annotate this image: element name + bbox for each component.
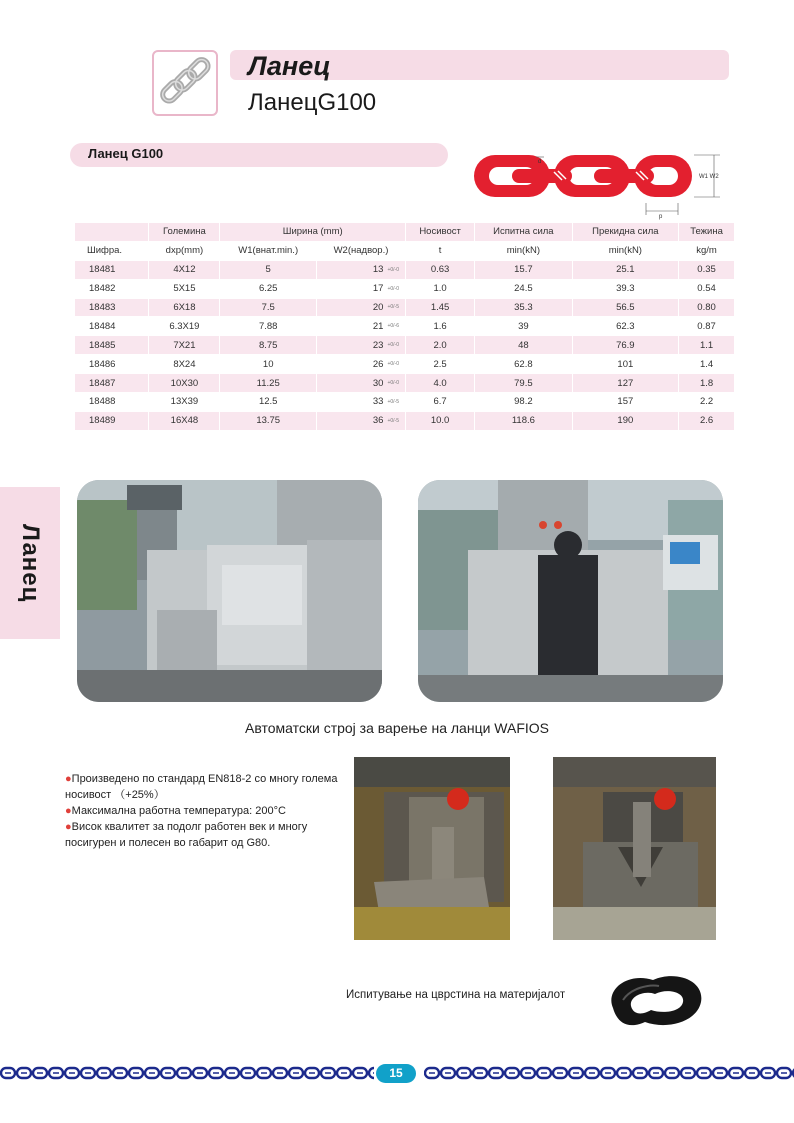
table-header-cell: Ширина (mm) [220,223,405,241]
cell-test: 98.2 [475,393,571,411]
cell-weight: 0.35 [679,261,734,279]
side-tab-label: Ланец [17,523,44,603]
table-group-header-row [75,223,734,241]
cell-test: 24.5 [475,280,571,298]
feature-item [65,803,345,819]
cell-w2 [317,374,405,392]
cell-w2-note: +0/-0 [387,380,399,387]
cell-w2-note: +0/-5 [387,304,399,311]
cell-size: 16X48 [149,412,219,430]
cell-weight: 1.8 [679,374,734,392]
diagram-label-p: p [659,214,663,220]
cell-w2-value: 20 [372,302,384,313]
cell-break: 101 [573,355,678,373]
feature-text: Висок квалитет за подолг работен век и многу посигурен и полесен во габарит од G80. [65,821,308,849]
cell-w2-value: 33 [372,396,384,408]
cell-w2-value: 26 [372,358,384,370]
cell-test: 15.7 [475,261,571,279]
table-column-header-row [75,242,734,260]
cell-code: 18481 [75,261,148,279]
cell-weight: 0.87 [679,317,734,335]
cell-code: 18487 [75,374,148,392]
table-row [75,355,734,373]
cell-test: 35.3 [475,299,571,317]
cell-t: 4.0 [406,374,474,392]
cell-w1: 5 [220,261,316,279]
cell-w2 [317,280,405,298]
chain-links-graphic [474,155,692,197]
table-row [75,336,734,354]
page-number-badge: 15 [376,1064,416,1083]
cell-code: 18486 [75,355,148,373]
cell-break: 157 [573,393,678,411]
cell-size: 10X30 [149,374,219,392]
table-header-cell: min(kN) [475,242,571,260]
cell-w2-value: 17 [372,283,384,295]
cell-size: 6.3X19 [149,317,219,335]
machine-caption: Автоматски строј за варење на ланци WAFIOS [245,720,549,736]
cell-t: 1.45 [406,299,474,317]
cell-break: 127 [573,374,678,392]
cell-w2-value: 36 [372,415,384,427]
cell-t: 0.63 [406,261,474,279]
cell-t: 1.6 [406,317,474,335]
table-header-cell: kg/m [679,242,734,260]
cell-w1: 11.25 [220,374,316,392]
cell-test: 62.8 [475,355,571,373]
cell-weight: 0.54 [679,280,734,298]
table-header-cell: Испитна сила [475,223,571,241]
table-header-cell: Шифра. [75,242,148,260]
machine-photo-right [418,480,723,702]
table-row [75,261,734,279]
cell-w2 [317,355,405,373]
cell-test: 48 [475,336,571,354]
feature-text: Произведено по стандард EN818-2 со многу голема носивост （+25%） [65,773,338,801]
cell-w1: 8.75 [220,336,316,354]
page-title: Ланец [248,51,331,81]
section-label: Ланец G100 [88,146,164,161]
chain-logo [152,50,218,116]
table-header-cell: min(kN) [573,242,678,260]
cell-weight: 1.4 [679,355,734,373]
cell-w2-value: 21 [372,320,384,332]
cell-code: 18482 [75,280,148,298]
side-tab [0,487,60,639]
table-header-cell: Тежина [679,223,734,241]
table-row [75,317,734,335]
hardness-test-photo-left [354,757,510,940]
spec-table [74,222,735,431]
table-header-cell: Прекидна сила [573,223,678,241]
cell-t: 10.0 [406,412,474,430]
cell-t: 2.0 [406,336,474,354]
hardness-test-caption: Испитување на цврстина на материјалот [346,989,566,1001]
cell-break: 56.5 [573,299,678,317]
chain-link-image [597,960,709,1036]
table-row [75,393,734,411]
machine-photo-left [77,480,382,702]
cell-w1: 13.75 [220,412,316,430]
cell-test: 79.5 [475,374,571,392]
table-header-cell: t [406,242,474,260]
bullet-icon: ● [65,821,72,833]
bullet-icon: ● [65,773,72,785]
cell-w1: 6.25 [220,280,316,298]
footer-chain-left [0,1063,374,1083]
cell-w1: 10 [220,355,316,373]
cell-weight: 0.80 [679,299,734,317]
page-subtitle: ЛанецG100 [248,89,377,116]
cell-code: 18484 [75,317,148,335]
bullet-icon: ● [65,805,72,817]
table-header-cell: W2(надвор.) [317,242,405,260]
cell-break: 25.1 [573,261,678,279]
cell-w2-value: 30 [372,377,384,389]
cell-size: 7X21 [149,336,219,354]
feature-item [65,819,345,851]
chain-icon [157,55,213,111]
cell-break: 62.3 [573,317,678,335]
cell-weight: 1.1 [679,336,734,354]
cell-t: 6.7 [406,393,474,411]
table-row [75,412,734,430]
chain-dimension-diagram [470,145,730,220]
table-header-cell [75,223,148,241]
cell-size: 5X15 [149,280,219,298]
table-row [75,299,734,317]
cell-w2 [317,393,405,411]
cell-w2 [317,261,405,279]
table-header-cell: Големина [149,223,219,241]
feature-list [65,771,345,851]
cell-w2-value: 23 [372,339,384,351]
cell-break: 76.9 [573,336,678,354]
cell-w2-value: 13 [372,264,384,276]
cell-w2-note: +0/-0 [387,342,399,349]
table-header-cell: dxp(mm) [149,242,219,260]
table-header-cell: Носивост [406,223,474,241]
cell-code: 18483 [75,299,148,317]
cell-code: 18485 [75,336,148,354]
cell-size: 13X39 [149,393,219,411]
cell-w2 [317,336,405,354]
cell-break: 190 [573,412,678,430]
feature-text: Максимална работна температура: 200°C [71,805,286,817]
cell-size: 4X12 [149,261,219,279]
hardness-test-photo-right [553,757,716,940]
diagram-label-d: d [538,159,542,165]
cell-break: 39.3 [573,280,678,298]
footer-chain-right [424,1063,794,1083]
cell-size: 8X24 [149,355,219,373]
feature-item [65,771,345,803]
cell-code: 18488 [75,393,148,411]
diagram-label-w: W1 W2 [699,174,719,180]
cell-w1: 7.5 [220,299,316,317]
cell-test: 118.6 [475,412,571,430]
cell-w2-note: +0/-0 [387,266,399,273]
cell-w2-note: +0/-0 [387,285,399,292]
cell-w2-note: +0/-5 [387,417,399,424]
cell-weight: 2.6 [679,412,734,430]
cell-w2 [317,299,405,317]
cell-weight: 2.2 [679,393,734,411]
cell-w2-note: +0/-6 [387,323,399,330]
cell-code: 18489 [75,412,148,430]
cell-t: 2.5 [406,355,474,373]
cell-t: 1.0 [406,280,474,298]
table-header-cell: W1(внат.min.) [220,242,316,260]
cell-w2 [317,412,405,430]
cell-size: 6X18 [149,299,219,317]
cell-w1: 7.88 [220,317,316,335]
cell-w1: 12.5 [220,393,316,411]
cell-w2-note: +0/-5 [387,398,399,405]
table-row [75,374,734,392]
cell-test: 39 [475,317,571,335]
cell-w2 [317,317,405,335]
table-row [75,280,734,298]
cell-w2-note: +0/-0 [387,361,399,368]
